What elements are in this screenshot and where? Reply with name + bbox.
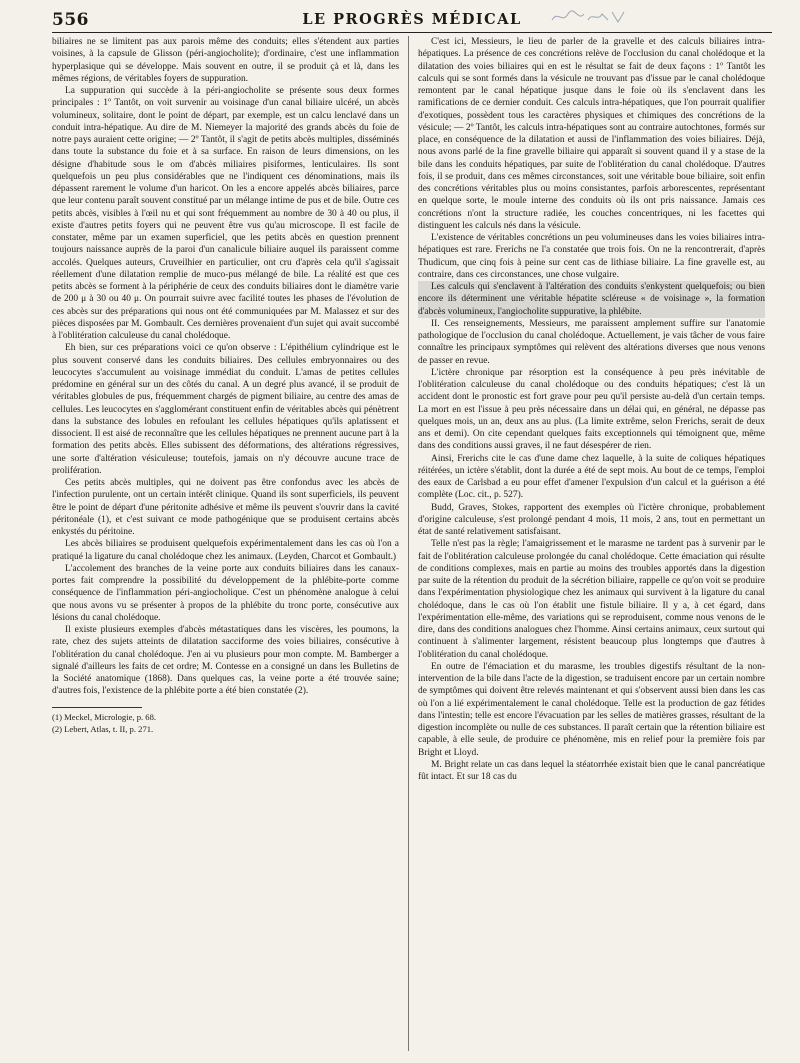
footnotes	[52, 711, 399, 735]
left-column	[52, 36, 399, 1036]
paragraph: En outre de l'émaciation et du marasme, les troubles digestifs résultant de la non-intervention de la bile dans l'acte de la digestion, se traduisent encore par un certain nombre de symptômes qui doivent être relevés maintenant et qui s'observent aussi bien dans les cas où l'on a lié expérimentalement le canal cholédoque. Telle est la production de gaz fétides dans l'intestin; telle est encore l'évacuation par les selles de matières grasses, résultant de la digestion incomplète ou nulle de ces substances. Il paraît certain que la rétention biliaire est capable, à elle seule, de produire ce phénomène, mis en relief pour la première fois par Bright et Lloyd.	[418, 661, 765, 758]
paragraph-highlighted: Les calculs qui s'enclavent à l'altération des conduits s'enkystent quelquefois; ou bien encore ils déterminent une véritable hépatite scléreuse « de voisinage », la formation d'abcès volumineux, l'angiocholite suppurative, la phlébite.	[418, 282, 765, 317]
footnote: (1) Meckel, Micrologie, p. 68.	[52, 712, 157, 723]
paragraph: L'ictère chronique par résorption est la conséquence à peu près inévitable de l'oblitération calculeuse du canal cholédoque ou des conduits hépatiques; c'est là un accident dont le pronostic est fort grave pour peu qu'il persiste au-delà d'un certain temps. La mort en est l'issue à peu près nécessaire dans un délai qui, en général, ne dépasse pas quelques mois, un an, deux ans au plus. (La limite extrême, selon Frerichs, serait de deux ans et demi). On cite cependant quelques faits exceptionnels qui témoignent que, même dans des conditions aussi graves, il ne faut désespérer de rien.	[418, 367, 765, 452]
footnote: (2) Lebert, Atlas, t. II, p. 271.	[52, 724, 154, 735]
paragraph: M. Bright relate un cas dans lequel la stéatorrhée existait bien que le canal pancréatique fût intact. Et sur 18 cas du	[418, 759, 765, 782]
paragraph: L'existence de véritables concrétions un peu volumineuses dans les voies biliaires intra-hépatiques est rare. Frerichs ne l'a constatée que trois fois. On ne la rencontrerait, d'après Thudicum, que cinq fois à peine sur cent cas de lithiase biliaire. La fine gravelle est, au contraire, dans ces circonstances, une chose vulgaire.	[418, 233, 765, 280]
paragraph: C'est ici, Messieurs, le lieu de parler de la gravelle et des calculs biliaires intra-hépatiques. La présence de ces concrétions relève de l'occlusion du canal cholédoque et la dilatation des voies biliaires qui en est le résultat se fait de deux façons : 1º Tantôt les calculs qui se sont formés dans la vésicule ne trouvant pas d'issue par le canal cholédoque remontent par le canal hépatique jusque dans le foie où ils s'enclavent dans les ramifications de ce dernier conduit. Ces calculs intra-hépatiques, que l'on pourrait qualifier d'exotiques, possèdent tous les caractères physiques et chimiques des concrétions de la vésicule; — 2º Tantôt, les calculs intra-hépatiques sont au contraire autochtones, formés sur place, en conséquence de la dilatation et aussi de l'inflammation des voies biliaires. Déjà, nous avons parlé de la fine gravelle biliaire qui apparaît si souvent quand il y a stase de la bile dans les conduits hépatiques, par suite de l'oblitération du canal cholédoque. D'autres fois, il se produit, dans ces mêmes circonstances, soit une véritable boue biliaire, soit enfin des concrétions véritables plus ou moins consistantes, parfois arborescentes, représentant en quelque sorte, le moule interne des conduits où ils ont pris naissance. Jamais ces concrétions n'ont la structure radiée, les couches concentriques, ni les facettes qui distinguent les calculs nés dans la vésicule.	[418, 37, 765, 231]
paragraph: L'accolement des branches de la veine porte aux conduits biliaires dans les canaux-portes fait comprendre la possibilité du développement de la phlébite-porte comme conséquence de l'inflammation péri-angiocholique. C'est un phénomène analogue à celui que nous avons vu se présenter à propos de la phlébite du tronc porte, consécutive aux lésions du canal cholédoque.	[52, 563, 399, 623]
column-divider	[408, 36, 409, 1051]
right-column	[418, 36, 765, 1056]
paragraph: biliaires ne se limitent pas aux parois même des conduits; elles s'étendent aux parties voisines, à la capsule de Glisson (péri-angiocholite); d'ordinaire, c'est une inflammation hyperplasique qui se développe. Mais souvent en outre, il se produit çà et là, dans les mêmes régions, de véritables foyers de suppuration.	[52, 37, 399, 84]
paragraph: Ainsi, Frerichs cite le cas d'une dame chez laquelle, à la suite de coliques hépatiques réitérées, un ictère s'établit, dont la durée a été de sept mois. Au bout de ce temps, l'emploi des eaux de Carlsbad a eu pour effet d'amener l'expulsion d'un calcul et la guérison a été complète (Loc. cit., p. 527).	[418, 453, 765, 501]
paragraph: Telle n'est pas la règle; l'amaigrissement et le marasme ne tardent pas à survenir par le fait de l'oblitération calculeuse prolongée du canal cholédoque. Cette émaciation qui résulte de conditions complexes, mais en partie au moins des troubles apportés dans la digestion par suite de la rétention du produit de la sécrétion biliaire, rappelle ce qu'on voit se produire dans l'expérimentation physiologique chez les animaux qui survivent à la ligature du canal cholédoque, dans le cas où l'on établit une fistule biliaire. Il y a, à cet égard, dans l'expérimentation elle-même, des variations qui se reproduisent, comme nous venons de le dire, dans des conditions analogues chez l'homme. Ainsi certains animaux, ceux surtout qui continuent à s'alimenter largement, résistent beaucoup plus longtemps que d'autres à l'oblitération du canal cholédoque.	[418, 539, 765, 660]
paragraph: Ces petits abcès multiples, qui ne doivent pas être confondus avec les abcès de l'infection purulente, ont un certain intérêt clinique. Quand ils sont superficiels, ils peuvent être le point de départ d'une péritonite adhésive et même ils peuvent s'ouvrir dans la cavité péritonéale (1), et c'est suivant ce mode pathogénique que se produisent certains abcès enkystés du péritoine.	[52, 478, 399, 537]
paragraph: Les abcès biliaires se produisent quelquefois expérimentalement dans les cas où l'on a pratiqué la ligature du canal cholédoque chez les animaux. (Leyden, Charcot et Gombault.)	[52, 539, 399, 562]
paragraph: II. Ces renseignements, Messieurs, me paraissent amplement suffire sur l'anatomie pathologique de l'occlusion du canal cholédoque. Actuellement, je vais tâcher de vous faire connaître les principaux symptômes qui relèvent des altérations diverses que nous venons de passer en revue.	[418, 318, 765, 366]
paragraph: Eh bien, sur ces préparations voici ce qu'on observe : L'épithélium cylindrique est le plus souvent conservé dans les conduits biliaires. Des cellules embryonnaires ou des leucocytes s'accumulent au voisinage immédiat du conduit. L'amas de petites cellules prédomine en général sur un des côtés du canal. A un degré plus avancé, il se produit de véritables globules de pus, fréquemment chargés de pigment biliaire, au centre des amas de cellules. Les leucocytes en s'agglomérant constituent enfin de véritables abcès qui pénètrent dans la substance des lobules en refoulant les cellules hépatiques qu'ils aplatissent et dissocient. Il est aisé de reconnaître que les cellules hépatiques ne prennent aucune part à la formation des petits abcès. Elles subissent des déformations, des altérations régressives, une sorte d'altération vésiculeuse; toutefois, jamais on n'y découvre aucune trace de prolifération.	[52, 343, 399, 476]
footnote-divider	[52, 707, 142, 708]
paragraph: Budd, Graves, Stokes, rapportent des exemples où l'ictère chronique, probablement d'origine calculeuse, s'est prolongé pendant 4 mois, 11 mois, 2 ans, tout en permettant un état de santé relativement satisfaisant.	[418, 502, 765, 537]
paragraph: La suppuration qui succède à la péri-angiocholite se présente sous deux formes principales : 1º Tantôt, on voit survenir au voisinage d'un canal biliaire ulcéré, un abcès volumineux, solitaire, dont le point de départ, par exemple, est un calcu lenclavé dans un conduit intra-hépatique. Au dire de M. Niemeyer la majorité des grands abcès du foie de notre pays auraient cette origine; — 2º Tantôt, il s'agit de petits abcès multiples, disséminés dans toute la substance du foie et à sa surface. En raison de leurs dimensions, on les désigne d'habitude sous le om d'abcès miliaires pisiformes, lenticulaires. Ils sont quelquefois un peu plus considérables que ne l'indiquent ces dénominations, mais ils dépassent rarement le volume d'un haricot. On les a encore appelés abcès biliaires, parce que leur contenu paraît souvent constitué par un mélange intime de pus et de bile. Outre ces petits abcès, visibles à l'œil nu et qui sont fréquemment au nombre de 30 à 40 ou plus, il existe d'autres petits foyers qui ne peuvent être vus qu'au microscope. Il est facile de constater, même par un examen superficiel, que les petits abcès en question prennent toujours naissance auprès de la paroi d'un canalicule biliaire auquel ils paraissent comme accolés. Quelques auteurs, Cruveilhier en particulier, ont cru d'après cela qu'il s'agissait réellement d'une dilatation remplie de muco-pus mélangé de bile. La réalité est que ces petits abcès se forment à la périphérie de ceux des conduits biliaires dont le diamètre varie de 200 μ à 30 ou 40 μ. On pourrait suivre avec facilité toutes les phases de l'évolution de ces abcès sur des préparations qui nous ont été communiquées par M. Malassez et sur des pièces disposées par M. Gombault. Ces dernières provenaient d'un sujet qui avait succombé à l'oblitération calculeuse du canal cholédoque.	[52, 86, 399, 341]
paragraph: Il existe plusieurs exemples d'abcès métastatiques dans les viscères, les poumons, la rate, chez des sujets atteints de dilatation sacciforme des voies biliaires, consécutive à l'oblitération du canal cholédoque. J'en ai vu plusieurs pour mon compte. M. Bamberger a signalé d'ailleurs les faits de cet ordre; M. Contesse en a consigné un dans les Bulletins de la Société anatomique (1868). Dans quelques cas, la veine porte a été trouvée saine; d'autres fois, l'existence de la phlébite porte a été bien constatée (2).	[52, 625, 399, 697]
page-number: 556	[52, 10, 89, 30]
journal-title: LE PROGRÈS MÉDICAL	[302, 11, 522, 28]
pencil-annotation	[548, 8, 708, 26]
